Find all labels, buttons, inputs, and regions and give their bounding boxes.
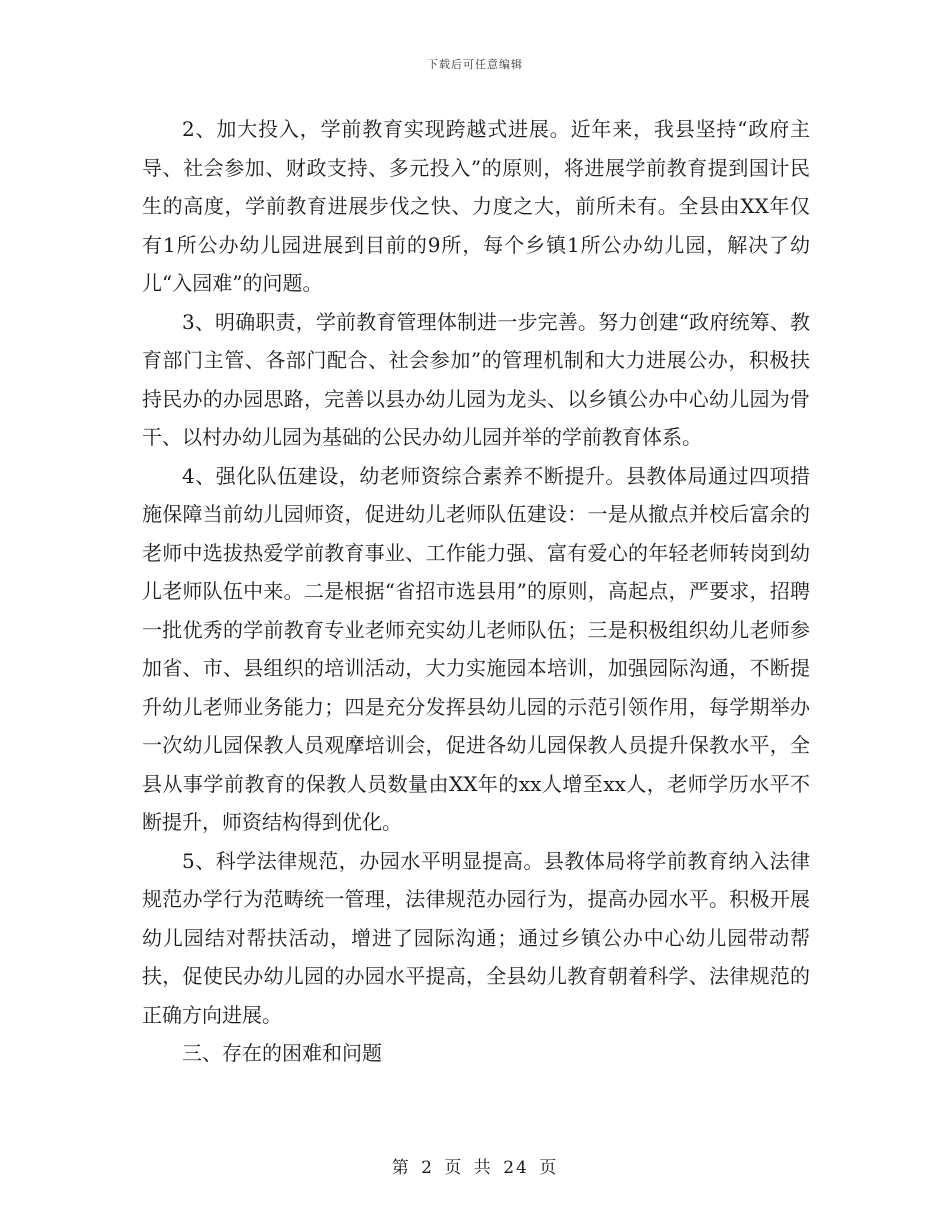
page-header: 下载后可任意编辑 bbox=[427, 58, 523, 71]
page-number: 第 2 页 共 24 页 bbox=[391, 1158, 559, 1178]
paragraph-management: 3、明确职责，学前教育管理体制进一步完善。努力创建“政府统筹、教育部门主管、各部门配合、社会参加”的管理机制和大力进展公办，积极扶持民办的办园思路，完善以县办幼儿园为龙头、以乡镇公办中心幼儿园为骨干、以村办幼儿园为基础的公民办幼儿园并举的学前教育体系。 bbox=[142, 309, 810, 449]
paragraph-staff: 4、强化队伍建设，幼老师资综合素养不断提升。县教体局通过四项措施保障当前幼儿园师资，促进幼儿老师队伍建设：一是从撤点并校后富余的老师中选拔热爱学前教育事业、工作能力强、富有爱心的年轻老师转岗到幼儿老师队伍中来。二是根据“省招市选县用”的原则，高起点，严要求，招聘一批优秀的学前教育专业老师充实幼儿老师队伍；三是积极组织幼儿老师参加省、市、县组织的培训活动，大力实施园本培训，加强园际沟通，不断提升幼儿老师业务能力；四是充分发挥县幼儿园的示范引领作用，每学期举办一次幼儿园保教人员观摩培训会，促进各幼儿园保教人员提升保教水平，全县从事学前教育的保教人员数量由XX年的xx人增至xx人，老师学历水平不断提升，师资结构得到优化。 bbox=[142, 463, 810, 834]
paragraph-investment: 2、加大投入，学前教育实现跨越式进展。近年来，我县坚持“政府主导、社会参加、财政支持、多元投入”的原则，将进展学前教育提到国计民生的高度，学前教育进展步伐之快、力度之大，前所未有。全县由XX年仅有1所公办幼儿园进展到目前的9所，每个乡镇1所公办幼儿园，解决了幼儿“入园难”的问题。 bbox=[142, 117, 810, 295]
paragraph-standards: 5、科学法律规范，办园水平明显提高。县教体局将学前教育纳入法律规范办学行为范畴统一管理，法律规范办园行为，提高办园水平。积极开展幼儿园结对帮扶活动，增进了园际沟通；通过乡镇公办中心幼儿园带动帮扶，促使民办幼儿园的办园水平提高，全县幼儿教育朝着科学、法律规范的正确方向进展。 bbox=[142, 848, 810, 1027]
section-heading: 三、存在的困难和问题 bbox=[182, 1041, 382, 1065]
document-body bbox=[142, 110, 810, 1073]
